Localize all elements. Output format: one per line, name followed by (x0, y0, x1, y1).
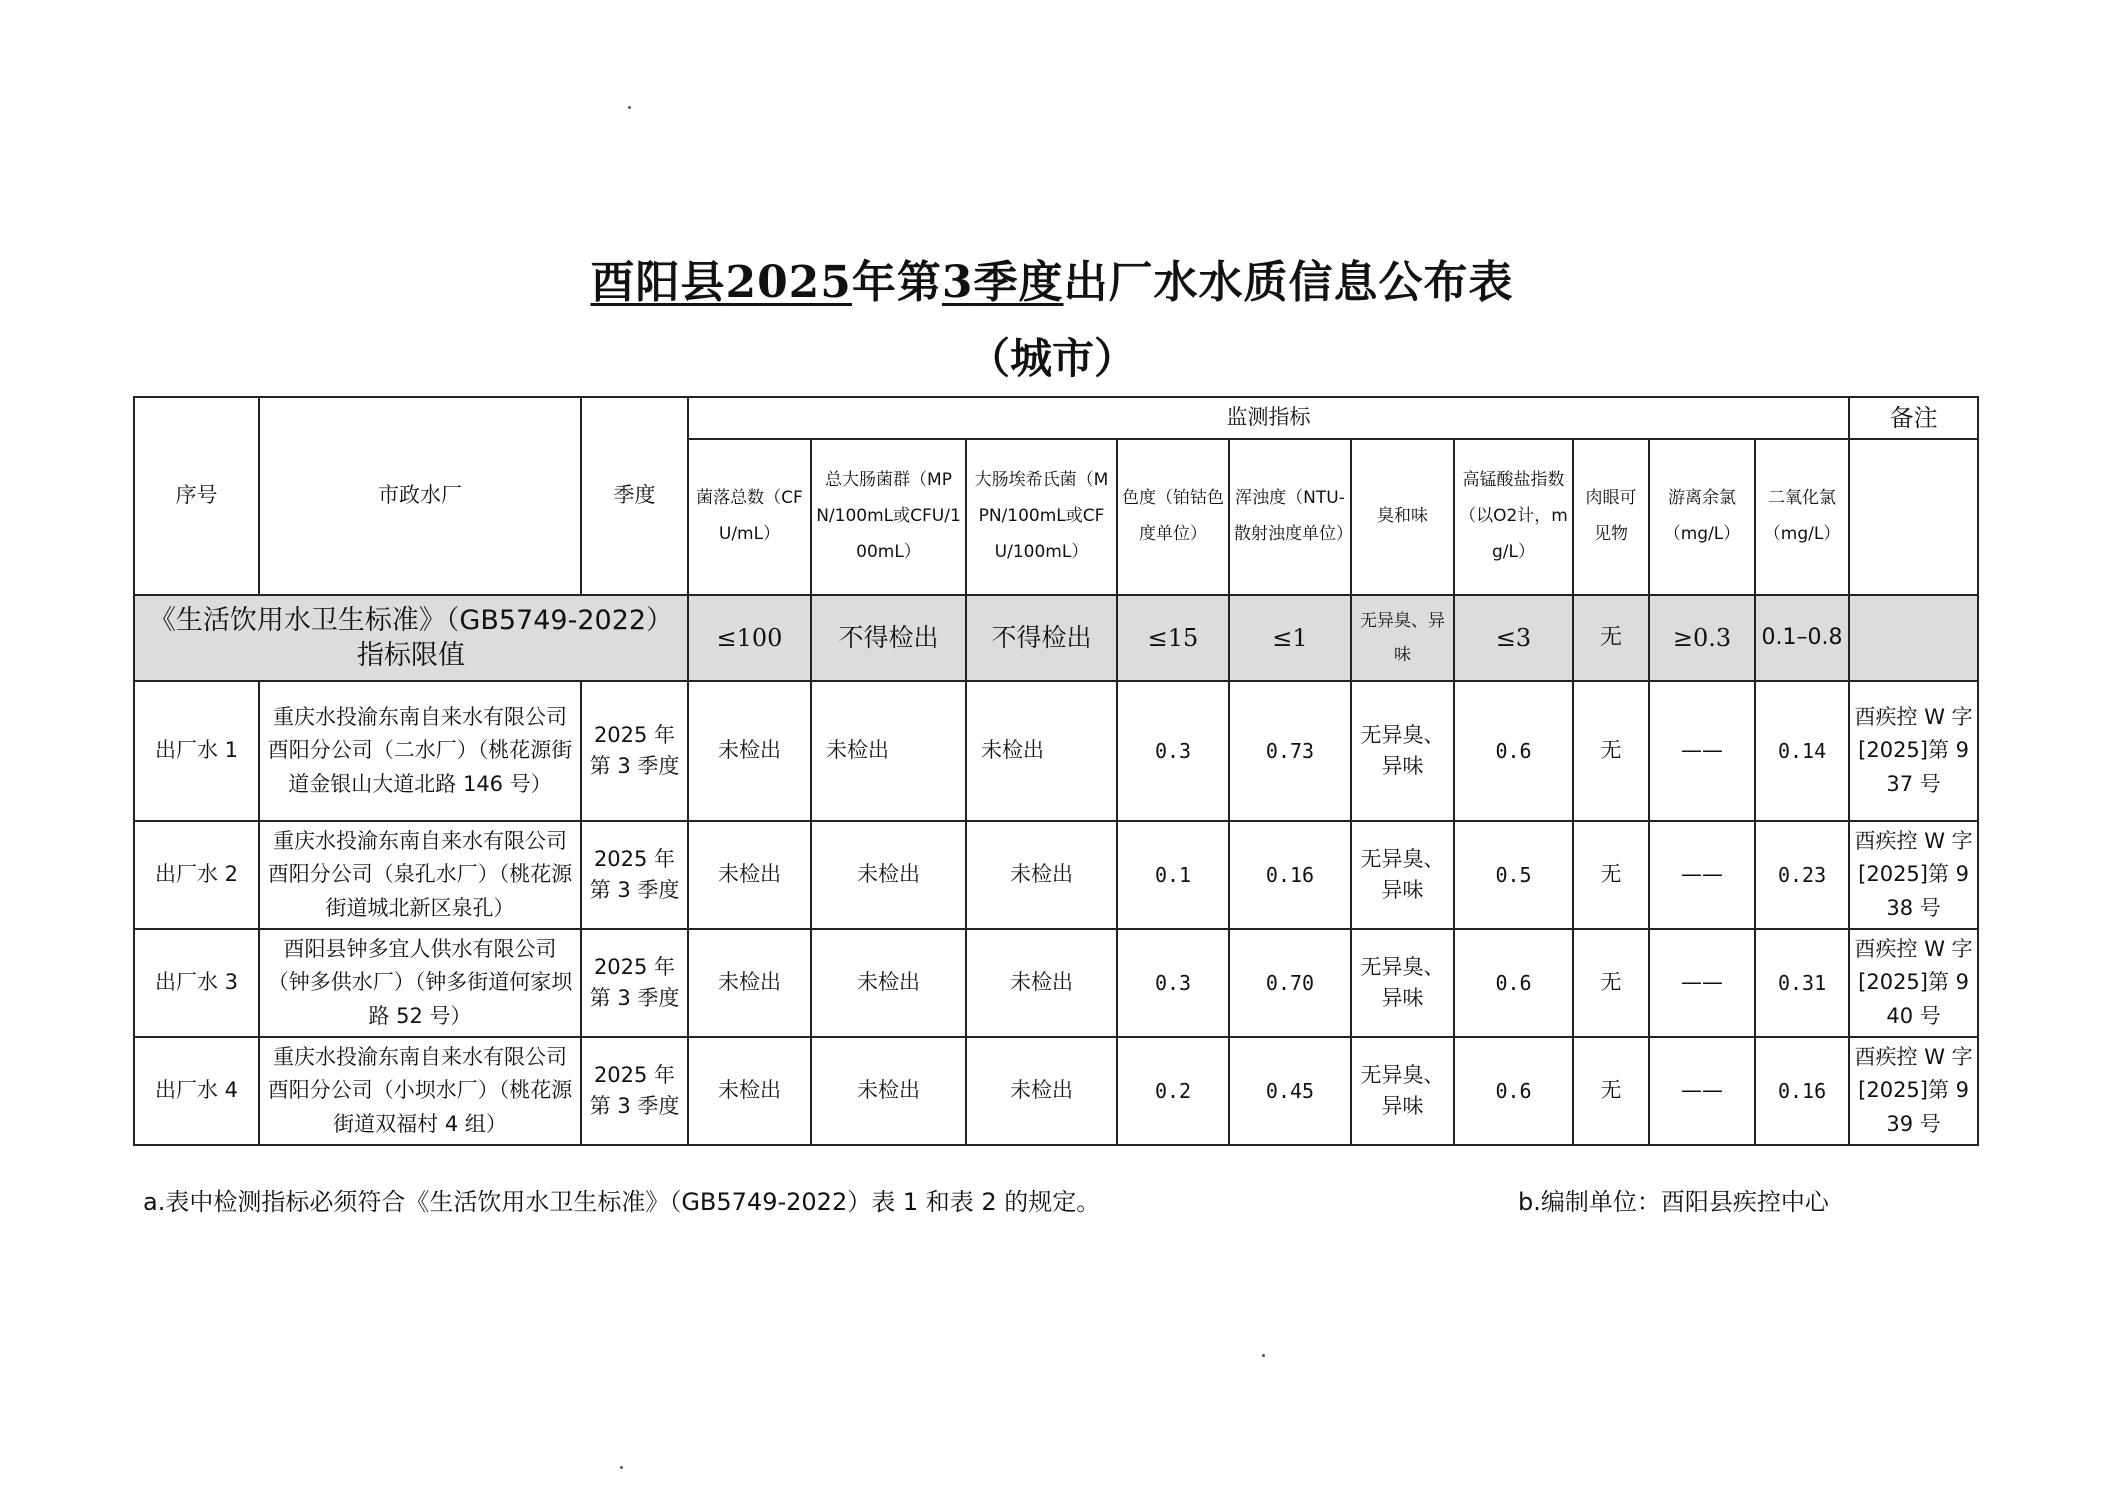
header-indicator-chlorine-dioxide: 二氧化氯（mg/L） (1755, 439, 1849, 595)
row-remark: 酉疾控 W 字[2025]第 940 号 (1849, 929, 1978, 1037)
row-value: —— (1649, 681, 1755, 821)
row-seq: 出厂水 1 (134, 681, 259, 821)
row-value: 0.45 (1229, 1037, 1351, 1145)
row-value: 0.1 (1117, 821, 1229, 929)
row-value: 0.6 (1454, 1037, 1573, 1145)
page-title (0, 246, 2104, 310)
row-value: 未检出 (811, 821, 966, 929)
title-rest: 出厂水水质信息公布表 (1063, 257, 1514, 308)
title-quarter: 3 (941, 257, 974, 308)
row-value: 无异臭、异味 (1351, 681, 1454, 821)
standard-value: 不得检出 (966, 595, 1117, 681)
row-value: 无 (1573, 821, 1649, 929)
row-value: 无 (1573, 1037, 1649, 1145)
header-indicator-permanganate: 高锰酸盐指数（以O2计，mg/L） (1454, 439, 1573, 595)
header-indicator-colony-count: 菌落总数（CFU/mL） (688, 439, 811, 595)
row-value: 0.3 (1117, 929, 1229, 1037)
row-value: 无异臭、异味 (1351, 929, 1454, 1037)
row-value: —— (1649, 821, 1755, 929)
row-value: 未检出 (688, 929, 811, 1037)
row-seq: 出厂水 3 (134, 929, 259, 1037)
row-value: 无 (1573, 681, 1649, 821)
water-quality-table (133, 396, 1979, 1146)
header-indicator-total-coliform: 总大肠菌群（MPN/100mL或CFU/100mL） (811, 439, 966, 595)
standard-value: ≤15 (1117, 595, 1229, 681)
row-value: 0.73 (1229, 681, 1351, 821)
standard-value: ≤3 (1454, 595, 1573, 681)
standard-value: ≤100 (688, 595, 811, 681)
row-value: 无 (1573, 929, 1649, 1037)
header-remark: 备注 (1849, 397, 1978, 439)
standard-label: 《生活饮用水卫生标准》（GB5749-2022）指标限值 (134, 595, 688, 681)
row-value: 0.23 (1755, 821, 1849, 929)
table-row (134, 681, 1978, 821)
page-subtitle: （城市） (967, 334, 1136, 383)
standard-value: 0.1–0.8 (1755, 595, 1849, 681)
footer-note-a: a.表中检测指标必须符合《生活饮用水卫生标准》（GB5749-2022）表 1 和表 2 的规定。 (143, 1188, 1101, 1216)
title-year: 2025 (725, 257, 852, 308)
header-indicator-turbidity: 浑浊度（NTU-散射浊度单位） (1229, 439, 1351, 595)
row-value: 0.14 (1755, 681, 1849, 821)
row-value: 0.31 (1755, 929, 1849, 1037)
row-value: 未检出 (811, 929, 966, 1037)
row-value: 0.6 (1454, 929, 1573, 1037)
row-value: 未检出 (966, 681, 1117, 821)
row-value: 无异臭、异味 (1351, 821, 1454, 929)
row-plant: 重庆水投渝东南自来水有限公司酉阳分公司（泉孔水厂）（桃花源街道城北新区泉孔） (259, 821, 581, 929)
standard-value: 无异臭、异味 (1351, 595, 1454, 681)
row-value: 无异臭、异味 (1351, 1037, 1454, 1145)
standard-remark-empty (1849, 595, 1978, 681)
row-value: 未检出 (688, 681, 811, 821)
row-value: 未检出 (811, 1037, 966, 1145)
row-plant: 重庆水投渝东南自来水有限公司酉阳分公司（小坝水厂）（桃花源街道双福村 4 组） (259, 1037, 581, 1145)
row-season: 2025 年第 3 季度 (581, 821, 688, 929)
row-plant: 重庆水投渝东南自来水有限公司酉阳分公司（二水厂）（桃花源街道金银山大道北路 146 号） (259, 681, 581, 821)
row-remark: 酉疾控 W 字[2025]第 939 号 (1849, 1037, 1978, 1145)
row-value: 未检出 (966, 821, 1117, 929)
standard-value: 无 (1573, 595, 1649, 681)
footer-note-b: b.编制单位：酉阳县疾控中心 (1518, 1188, 1829, 1216)
row-season: 2025 年第 3 季度 (581, 681, 688, 821)
table-row (134, 929, 1978, 1037)
title-county: 酉阳县 (590, 257, 726, 308)
header-indicator-visible-matter: 肉眼可见物 (1573, 439, 1649, 595)
row-value: —— (1649, 929, 1755, 1037)
row-value: 0.70 (1229, 929, 1351, 1037)
row-value: 未检出 (966, 929, 1117, 1037)
header-indicator-free-chlorine: 游离余氯（mg/L） (1649, 439, 1755, 595)
row-seq: 出厂水 4 (134, 1037, 259, 1145)
row-value: 0.5 (1454, 821, 1573, 929)
row-value: 未检出 (811, 681, 966, 821)
row-remark: 酉疾控 W 字[2025]第 938 号 (1849, 821, 1978, 929)
header-indicator-color: 色度（铂钴色度单位） (1117, 439, 1229, 595)
header-plant: 市政水厂 (259, 397, 581, 595)
row-remark: 酉疾控 W 字[2025]第 937 号 (1849, 681, 1978, 821)
row-value: 未检出 (688, 821, 811, 929)
header-remark-empty (1849, 439, 1978, 595)
scan-speck (628, 106, 631, 109)
header-indicator-odor: 臭和味 (1351, 439, 1454, 595)
scan-speck (620, 1466, 623, 1469)
row-value: 0.6 (1454, 681, 1573, 821)
row-value: 未检出 (966, 1037, 1117, 1145)
title-year-suffix: 年第 (851, 257, 942, 308)
title-quarter-suffix: 季度 (973, 257, 1064, 308)
standard-value: ≥0.3 (1649, 595, 1755, 681)
row-plant: 酉阳县钟多宜人供水有限公司（钟多供水厂）（钟多街道何家坝路 52 号） (259, 929, 581, 1037)
row-value: —— (1649, 1037, 1755, 1145)
row-value: 未检出 (688, 1037, 811, 1145)
header-indicator-e-coli: 大肠埃希氏菌（MPN/100mL或CFU/100mL） (966, 439, 1117, 595)
table-row (134, 1037, 1978, 1145)
table-row (134, 821, 1978, 929)
standard-row (134, 595, 1978, 681)
row-value: 0.16 (1229, 821, 1351, 929)
header-row-1 (134, 397, 1978, 439)
row-value: 0.3 (1117, 681, 1229, 821)
row-season: 2025 年第 3 季度 (581, 929, 688, 1037)
header-seq: 序号 (134, 397, 259, 595)
header-monitoring: 监测指标 (688, 397, 1849, 439)
row-season: 2025 年第 3 季度 (581, 1037, 688, 1145)
standard-value: 不得检出 (811, 595, 966, 681)
header-season: 季度 (581, 397, 688, 595)
row-value: 0.2 (1117, 1037, 1229, 1145)
row-value: 0.16 (1755, 1037, 1849, 1145)
scan-speck (1262, 1354, 1265, 1357)
row-seq: 出厂水 2 (134, 821, 259, 929)
standard-value: ≤1 (1229, 595, 1351, 681)
